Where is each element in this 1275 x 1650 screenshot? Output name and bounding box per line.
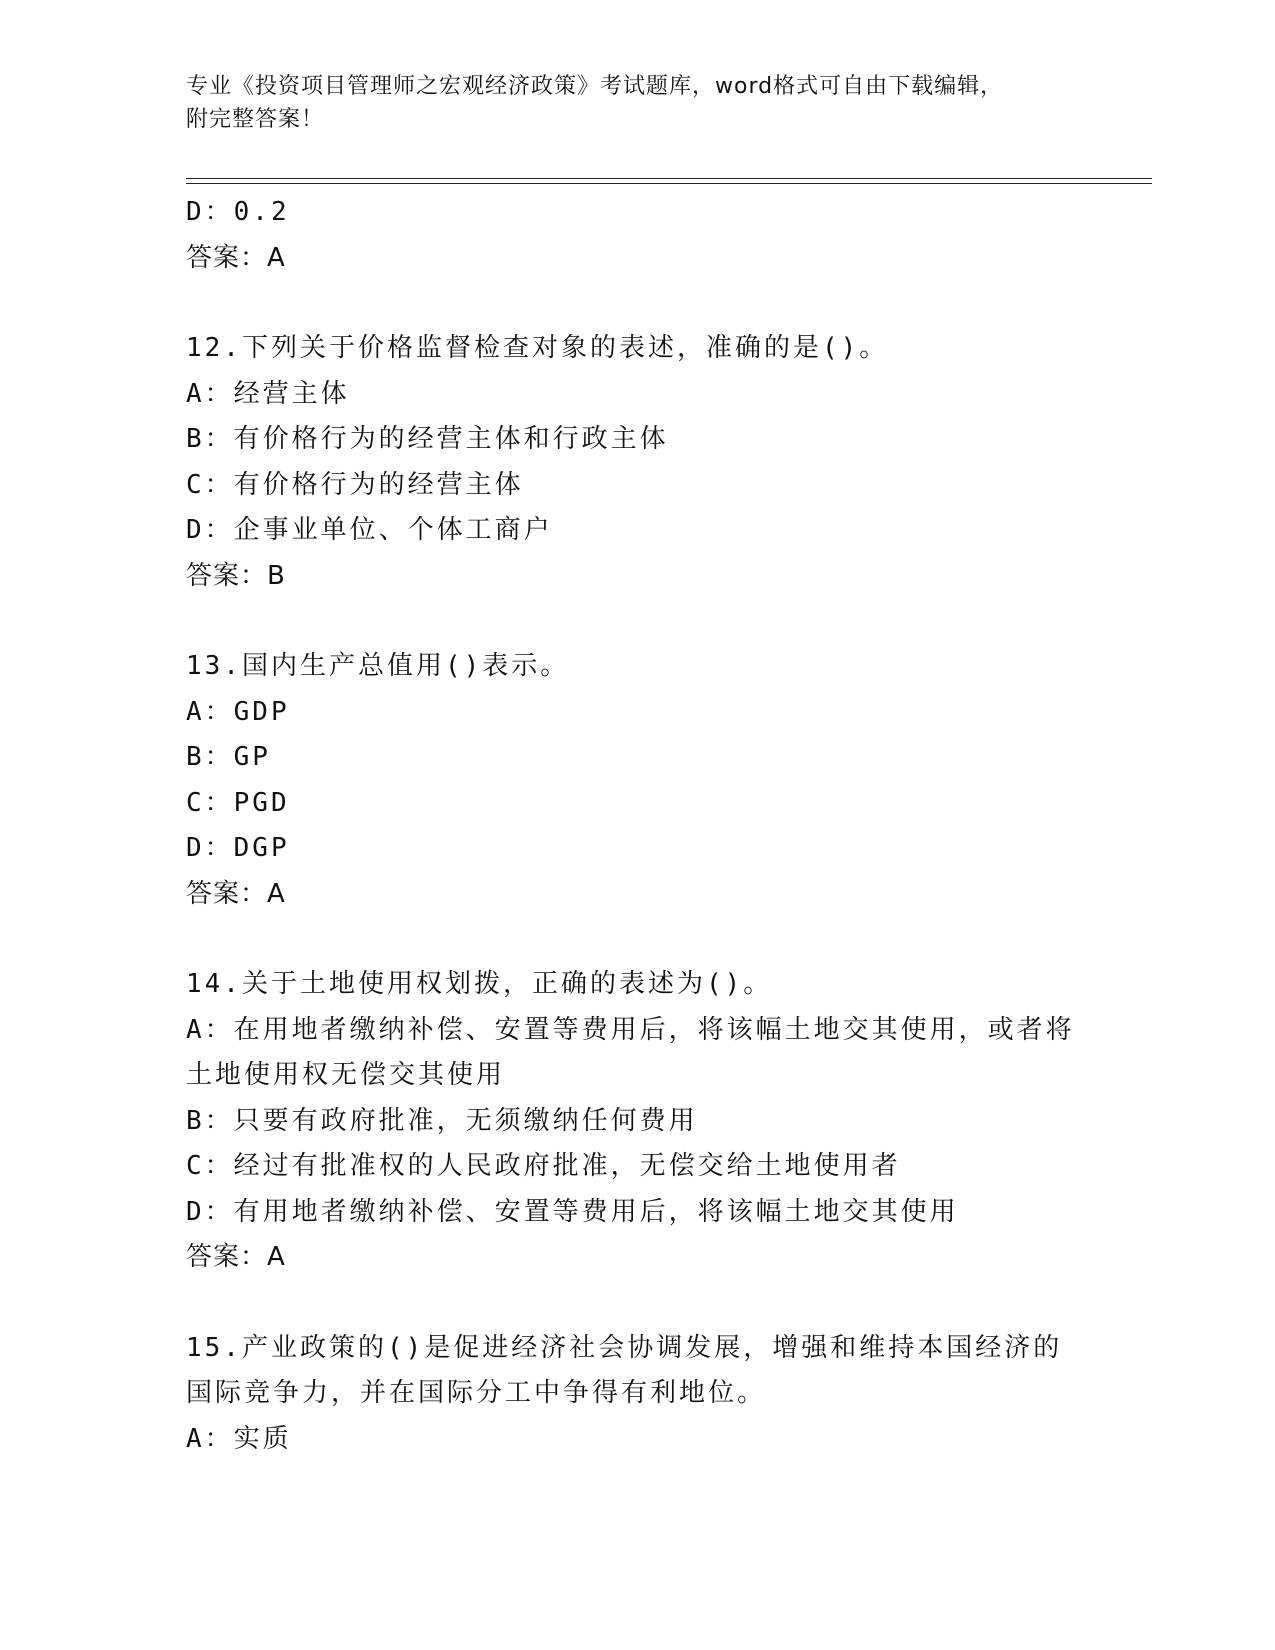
document-body	[186, 190, 1086, 1462]
option-d: D：有用地者缴纳补偿、安置等费用后，将该幅土地交其使用	[186, 1196, 959, 1227]
header-line-2: 附完整答案！	[186, 107, 325, 132]
option-d: D：DGP	[186, 833, 290, 863]
question-stem: 12.下列关于价格监督检查对象的表述，准确的是()。	[186, 333, 889, 363]
option-c: C：有价格行为的经营主体	[186, 469, 524, 500]
answer-line: 答案：A	[186, 878, 286, 909]
header-divider-top	[186, 178, 1152, 179]
header-divider-bottom	[186, 183, 1152, 184]
question-12	[186, 326, 1086, 599]
option-a: A：在用地者缴纳补偿、安置等费用后，将该幅土地交其使用，或者将土地使用权无偿交其使用	[186, 1014, 1075, 1090]
header-line-1: 专业《投资项目管理师之宏观经济政策》考试题库，word格式可自由下载编辑，	[186, 74, 1004, 99]
option-b: B：有价格行为的经营主体和行政主体	[186, 424, 669, 454]
option-b: B：只要有政府批准，无须缴纳任何费用	[186, 1105, 698, 1136]
answer-line: 答案：A	[186, 242, 286, 273]
option-a: A：GDP	[186, 696, 290, 727]
question-13	[186, 644, 1086, 917]
question-15	[186, 1326, 1086, 1463]
question-stem: 14.关于土地使用权划拨，正确的表述为()。	[186, 969, 773, 999]
question-14	[186, 962, 1086, 1281]
option-c: C：经过有批准权的人民政府批准，无偿交给土地使用者	[186, 1151, 901, 1181]
option-d: D：企事业单位、个体工商户	[186, 515, 553, 545]
option-a: A：实质	[186, 1423, 292, 1454]
option-c: C：PGD	[186, 787, 290, 818]
document-header	[186, 70, 1106, 136]
question-stem: 15.产业政策的()是促进经济社会协调发展，增强和维持本国经济的国际竞争力，并在国际分工中争得有利地位。	[186, 1332, 1063, 1408]
previous-question-tail	[186, 190, 1086, 281]
answer-line: 答案：B	[186, 560, 286, 591]
question-stem: 13.国内生产总值用()表示。	[186, 651, 570, 681]
option-d: D：0.2	[186, 197, 290, 227]
option-a: A：经营主体	[186, 378, 350, 409]
answer-line: 答案：A	[186, 1242, 286, 1272]
option-b: B：GP	[186, 742, 271, 772]
